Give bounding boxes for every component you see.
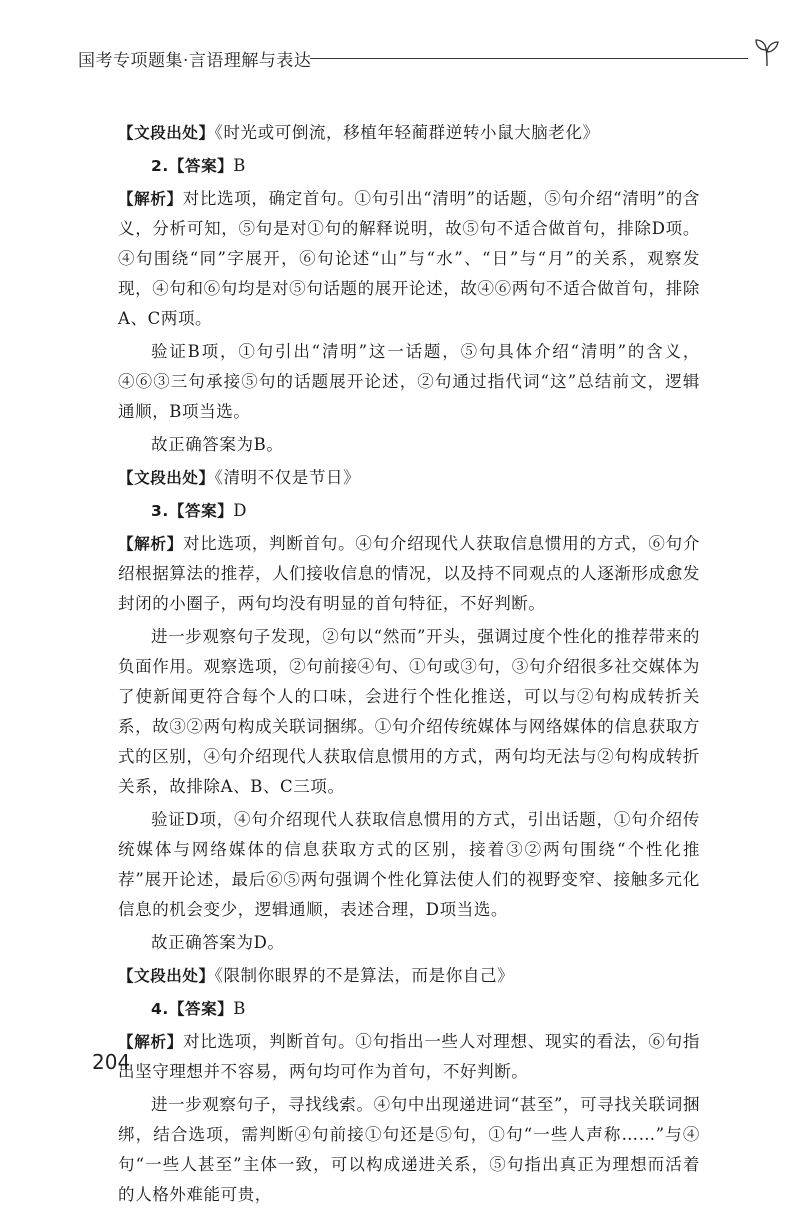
paragraph-label: 【文段出处】 bbox=[118, 469, 215, 487]
header-title: 国考专项题集·言语理解与表达 bbox=[78, 51, 312, 71]
paragraph-label: 【文段出处】 bbox=[118, 124, 215, 142]
paragraph-label: 2.【答案】 bbox=[151, 157, 234, 175]
paragraph-text: 对比选项，确定首句。①句引出“清明”的话题，⑤句介绍“清明”的含义，分析可知，⑤句是对①句的解释说明，故⑤句不适合做首句，排除D项。④句围绕“同”字展开，⑥句论述“山”与“水”、“日”与“月”的关系，观察发现，④句和⑥句均是对⑤句话题的展开论述，故④⑥两句不适合做首句，排除A、C两项。 bbox=[118, 189, 700, 328]
paragraph bbox=[118, 1090, 700, 1210]
paragraph bbox=[118, 928, 700, 958]
paragraph-label: 【文段出处】 bbox=[118, 967, 215, 985]
paragraph-label: 【解析】 bbox=[118, 535, 183, 553]
paragraph-text: B bbox=[233, 999, 247, 1018]
paragraph bbox=[118, 184, 700, 334]
paragraph-label: 【解析】 bbox=[118, 190, 183, 208]
running-header bbox=[78, 42, 718, 72]
paragraph bbox=[118, 496, 700, 526]
body-text bbox=[118, 118, 700, 1213]
sprout-icon bbox=[750, 36, 784, 70]
paragraph bbox=[118, 430, 700, 460]
paragraph bbox=[118, 994, 700, 1024]
paragraph bbox=[118, 463, 700, 493]
paragraph bbox=[118, 529, 700, 619]
paragraph-label: 【解析】 bbox=[118, 1033, 183, 1051]
paragraph bbox=[118, 1027, 700, 1087]
paragraph-text: 《清明不仅是节日》 bbox=[214, 468, 361, 487]
paragraph-text: 故正确答案为B。 bbox=[151, 435, 284, 454]
paragraph-text: 《时光或可倒流，移植年轻蔺群逆转小鼠大脑老化》 bbox=[214, 123, 600, 142]
paragraph bbox=[118, 622, 700, 802]
page-number: 204 bbox=[92, 1050, 131, 1074]
paragraph bbox=[118, 118, 700, 148]
paragraph bbox=[118, 151, 700, 181]
paragraph-text: B bbox=[233, 156, 247, 175]
paragraph-label: 4.【答案】 bbox=[151, 1000, 234, 1018]
paragraph-text: 故正确答案为D。 bbox=[151, 933, 285, 952]
paragraph-text: D bbox=[233, 501, 248, 520]
paragraph bbox=[118, 337, 700, 427]
paragraph-text: 验证B项，①句引出“清明”这一话题，⑤句具体介绍“清明”的含义，④⑥③三句承接⑤句的话题展开论述，②句通过指代词“这”总结前文，逻辑通顺，B项当选。 bbox=[118, 342, 700, 421]
paragraph-text: 对比选项，判断首句。④句介绍现代人获取信息惯用的方式，⑥句介绍根据算法的推荐，人们接收信息的情况，以及持不同观点的人逐渐形成愈发封闭的小圈子，两句均没有明显的首句特征，不好判断。 bbox=[118, 534, 701, 613]
paragraph-text: 对比选项，判断首句。①句指出一些人对理想、现实的看法，⑥句指出坚守理想并不容易，两句均可作为首句，不好判断。 bbox=[118, 1032, 701, 1081]
paragraph-text: 进一步观察句子发现，②句以“然而”开头，强调过度个性化的推荐带来的负面作用。观察选项，②句前接④句、①句或③句，③句介绍很多社交媒体为了使新闻更符合每个人的口味，会进行个性化推送，可以与②句构成转折关系，故③②两句构成关联词捆绑。①句介绍传统媒体与网络媒体的信息获取方式的区别，④句介绍现代人获取信息惯用的方式，两句均无法与②句构成转折关系，故排除A、B、C三项。 bbox=[118, 627, 700, 796]
header-rule bbox=[310, 58, 748, 59]
paragraph-text: 验证D项，④句介绍现代人获取信息惯用的方式，引出话题，①句介绍传统媒体与网络媒体的信息获取方式的区别，接着③②两句围绕“个性化推荐”展开论述，最后⑥⑤两句强调个性化算法使人们的视野变窄、接触多元化信息的机会变少，逻辑通顺，表述合理，D项当选。 bbox=[118, 810, 700, 919]
paragraph-text: 《限制你眼界的不是算法，而是你自己》 bbox=[214, 966, 515, 985]
paragraph-label: 3.【答案】 bbox=[151, 502, 234, 520]
paragraph bbox=[118, 805, 700, 925]
paragraph bbox=[118, 961, 700, 991]
paragraph-text: 进一步观察句子，寻找线索。④句中出现递进词“甚至”，可寻找关联词捆绑，结合选项，需判断④句前接①句还是⑤句，①句“一些人声称……”与④句“一些人甚至”主体一致，可以构成递进关系，⑤句指出真正为理想而活着的人格外难能可贵， bbox=[118, 1095, 700, 1204]
